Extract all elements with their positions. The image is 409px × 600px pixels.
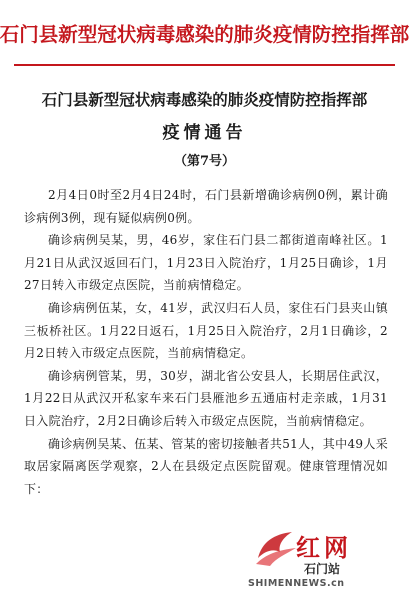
paragraph-contacts: 确诊病例吴某、伍某、管某的密切接触者共51人，其中49人采取居家隔离医学观察，2人在县级定点医院留观。健康管理情况如下： [24, 436, 388, 496]
notice-issuer: 石门县新型冠状病毒感染的肺炎疫情防控指挥部 [41, 90, 368, 109]
notice-body [24, 184, 388, 500]
paragraph-case-3: 确诊病例管某，男，30岁，湖北省公安县人，长期居住武汉，1月22日从武汉开私家车来石门县雁池乡五通庙村走亲戚，1月31日入院治疗，2月2日确诊后转入市级定点医院，当前病情稳定。 [24, 368, 388, 428]
watermark-station: 石门站 [304, 562, 341, 576]
watermark-url: SHIMENNEWS.cn [248, 578, 345, 589]
paragraph-case-1: 确诊病例吴某，男，46岁，家住石门县二都街道南峰社区。1月21日从武汉返回石门，1月23日入院治疗，1月25日确诊，1月27日转入市级定点医院，当前病情稳定。 [24, 233, 388, 293]
paragraph-case-2: 确诊病例伍某，女，41岁，武汉归石人员，家住石门县夹山镇三板桥社区。1月22日返石，1月25日入院治疗，2月1日确诊，2月2日转入市级定点医院，当前病情稳定。 [24, 300, 388, 361]
notice-title: 疫情通告 [162, 123, 247, 143]
header-divider [14, 64, 395, 66]
header-banner [0, 0, 409, 66]
banner-title: 石门县新型冠状病毒感染的肺炎疫情防控指挥部 [0, 23, 409, 46]
hongwang-logo-icon [252, 528, 300, 568]
notice-number: （第7号） [173, 154, 236, 169]
paragraph-summary: 2月4日0时至2月4日24时，石门县新增确诊病例0例，累计确诊病例3例，现有疑似病例0例。 [24, 188, 388, 225]
site-watermark [248, 528, 402, 594]
watermark-brand: 红网 [296, 534, 352, 562]
